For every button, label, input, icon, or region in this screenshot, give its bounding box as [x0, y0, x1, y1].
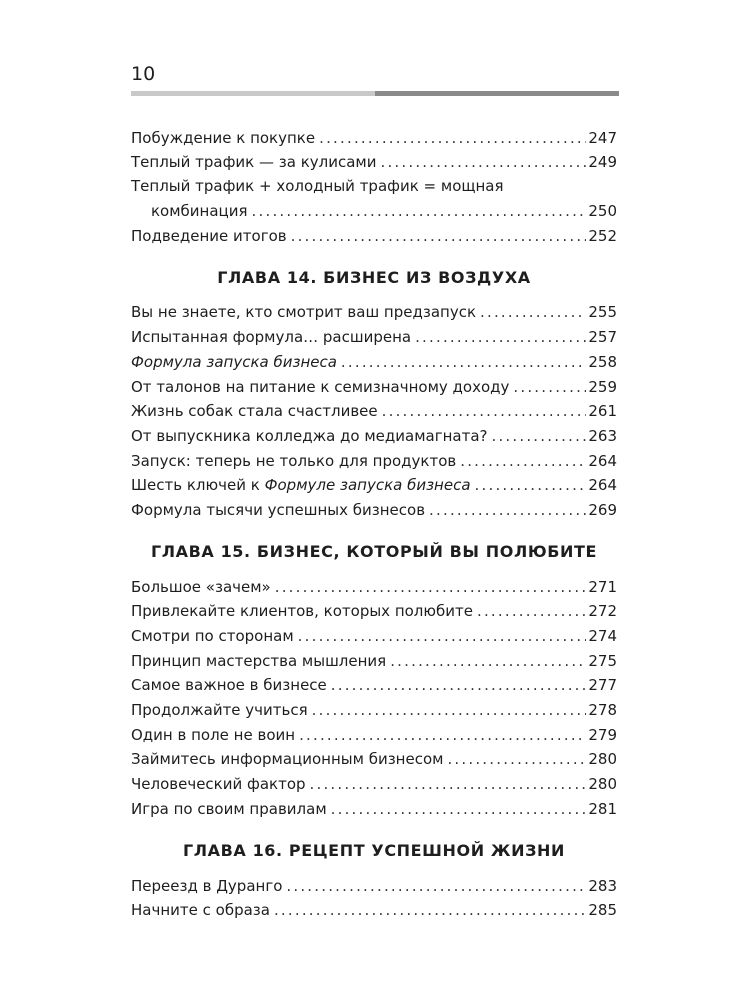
toc-entry-title: Теплый трафик — за кулисами — [131, 153, 377, 172]
leader-dots — [460, 449, 586, 473]
leader-dots — [310, 772, 587, 796]
toc-entry-title-prefix: Шесть ключей к — [131, 476, 265, 495]
table-of-contents — [131, 125, 617, 922]
toc-entry-page: 264 — [588, 476, 617, 495]
leader-dots — [286, 874, 586, 898]
toc-entry-title: Займитесь информационным бизнесом — [131, 750, 444, 769]
toc-entry — [131, 722, 617, 747]
leader-dots — [382, 399, 587, 423]
toc-entry-page: 249 — [588, 153, 617, 172]
toc-entry — [131, 125, 617, 150]
header-rule-dark — [375, 91, 619, 96]
toc-entry — [131, 448, 617, 473]
toc-entry-title: Формула тысячи успешных бизнесов — [131, 500, 426, 519]
toc-entry-title: Переезд в Дуранго — [131, 876, 283, 895]
leader-dots — [429, 498, 586, 522]
toc-entry-page: 263 — [588, 426, 617, 445]
leader-dots — [415, 325, 586, 349]
toc-entry-title: От выпускника колледжа до медиамагната? — [131, 426, 488, 445]
leader-dots — [252, 199, 587, 223]
toc-entry-page: 269 — [588, 500, 617, 519]
toc-entry-line2 — [131, 198, 617, 223]
leader-dots — [341, 350, 586, 374]
toc-entry — [131, 697, 617, 722]
toc-entry-page: 257 — [588, 328, 617, 347]
toc-entry-page: 275 — [588, 651, 617, 670]
toc-entry — [131, 796, 617, 821]
toc-entry-title: Побуждение к покупке — [131, 128, 316, 147]
toc-entry-page: 272 — [588, 602, 617, 621]
leader-dots — [299, 723, 586, 747]
leader-dots — [298, 624, 587, 648]
toc-entry — [131, 574, 617, 599]
toc-entry-title: Продолжайте учиться — [131, 701, 308, 720]
toc-entry — [131, 497, 617, 522]
toc-entry-title: Привлекайте клиентов, которых полюбите — [131, 602, 473, 621]
toc-entry-page: 264 — [588, 451, 617, 470]
toc-entry-title-wrap — [131, 350, 337, 374]
toc-entry-title: От талонов на питание к семизначному доходу — [131, 377, 510, 396]
toc-entry-title: Начните с образа — [131, 901, 270, 920]
toc-entry-title-italic: Формула запуска бизнеса — [131, 352, 337, 371]
toc-entry-page: 259 — [588, 377, 617, 396]
toc-entry-page: 278 — [588, 701, 617, 720]
toc-entry — [131, 324, 617, 349]
toc-entry — [131, 648, 617, 673]
toc-entry-title-line1: Теплый трафик + холодный трафик = мощная — [131, 177, 504, 196]
leader-dots — [390, 649, 586, 673]
leader-dots — [480, 300, 586, 324]
toc-entry — [131, 423, 617, 448]
leader-dots — [331, 673, 587, 697]
leader-dots — [475, 473, 587, 497]
toc-entry — [131, 349, 617, 374]
toc-entry — [131, 873, 617, 898]
leader-dots — [312, 698, 587, 722]
toc-entry-page: 252 — [588, 226, 617, 245]
toc-entry — [131, 747, 617, 772]
toc-entry-title: Подведение итогов — [131, 226, 287, 245]
toc-entry-page: 277 — [588, 676, 617, 695]
toc-entry — [131, 399, 617, 424]
page-number: 10 — [131, 63, 156, 85]
toc-entry — [131, 623, 617, 648]
toc-entry-page: 285 — [588, 901, 617, 920]
toc-entry — [131, 150, 617, 175]
toc-entry — [131, 599, 617, 624]
toc-entry-page: 258 — [588, 352, 617, 371]
leader-dots — [291, 224, 587, 248]
toc-entry — [131, 374, 617, 399]
toc-entry-title-line2: комбинация — [151, 202, 248, 221]
chapter-heading: ГЛАВА 16. РЕЦЕПТ УСПЕШНОЙ ЖИЗНИ — [182, 840, 566, 860]
toc-entry-page: 247 — [588, 128, 617, 147]
toc-entry — [131, 473, 617, 498]
leader-dots — [331, 797, 587, 821]
toc-entry-title: Смотри по сторонам — [131, 627, 294, 645]
toc-entry-title: Человеческий фактор — [131, 775, 306, 794]
leader-dots — [275, 575, 587, 599]
toc-entry-multiline — [131, 174, 617, 223]
toc-entry-title-wrap — [131, 473, 471, 497]
toc-entry-title: Самое важное в бизнесе — [131, 676, 327, 695]
toc-entry-page: 271 — [588, 577, 617, 596]
leader-dots — [447, 747, 586, 771]
toc-entry — [131, 898, 617, 923]
toc-entry-title: Запуск: теперь не только для продуктов — [131, 451, 457, 470]
toc-entry-page: 281 — [588, 799, 617, 818]
chapter-heading: ГЛАВА 15. БИЗНЕС, КОТОРЫЙ ВЫ ПОЛЮБИТЕ — [150, 541, 598, 561]
toc-entry-title-italic: Формуле запуска бизнеса — [264, 476, 471, 495]
toc-entry-page: 255 — [588, 303, 617, 322]
toc-entry-title: Принцип мастерства мышления — [131, 651, 387, 670]
toc-entry-title: Испытанная формула… расширена — [131, 328, 412, 347]
leader-dots — [477, 599, 586, 623]
leader-dots — [492, 424, 587, 448]
chapter-heading: ГЛАВА 14. БИЗНЕС ИЗ ВОЗДУХА — [217, 267, 531, 287]
toc-entry-page: 280 — [588, 775, 617, 794]
toc-entry-title: Игра по своим правилам — [131, 799, 327, 818]
toc-entry-page: 283 — [588, 876, 617, 895]
leader-dots — [513, 375, 586, 399]
toc-entry-page: 261 — [588, 402, 617, 421]
toc-entry-title: Большое «зачем» — [131, 577, 271, 596]
toc-entry-page: 274 — [588, 627, 617, 645]
toc-entry-title: Вы не знаете, кто смотрит ваш предзапуск — [131, 303, 477, 322]
leader-dots — [274, 898, 586, 922]
header-rule-light — [131, 91, 375, 96]
toc-entry-page: 250 — [588, 202, 617, 221]
toc-entry-title: Жизнь собак стала счастливее — [131, 402, 378, 421]
toc-entry-page: 279 — [588, 725, 617, 744]
toc-entry — [131, 223, 617, 248]
toc-entry-title: Один в поле не воин — [131, 725, 296, 744]
toc-entry — [131, 300, 617, 325]
toc-entry-page: 280 — [588, 750, 617, 769]
leader-dots — [319, 126, 586, 150]
toc-entry — [131, 673, 617, 698]
toc-entry — [131, 771, 617, 796]
leader-dots — [380, 150, 586, 174]
